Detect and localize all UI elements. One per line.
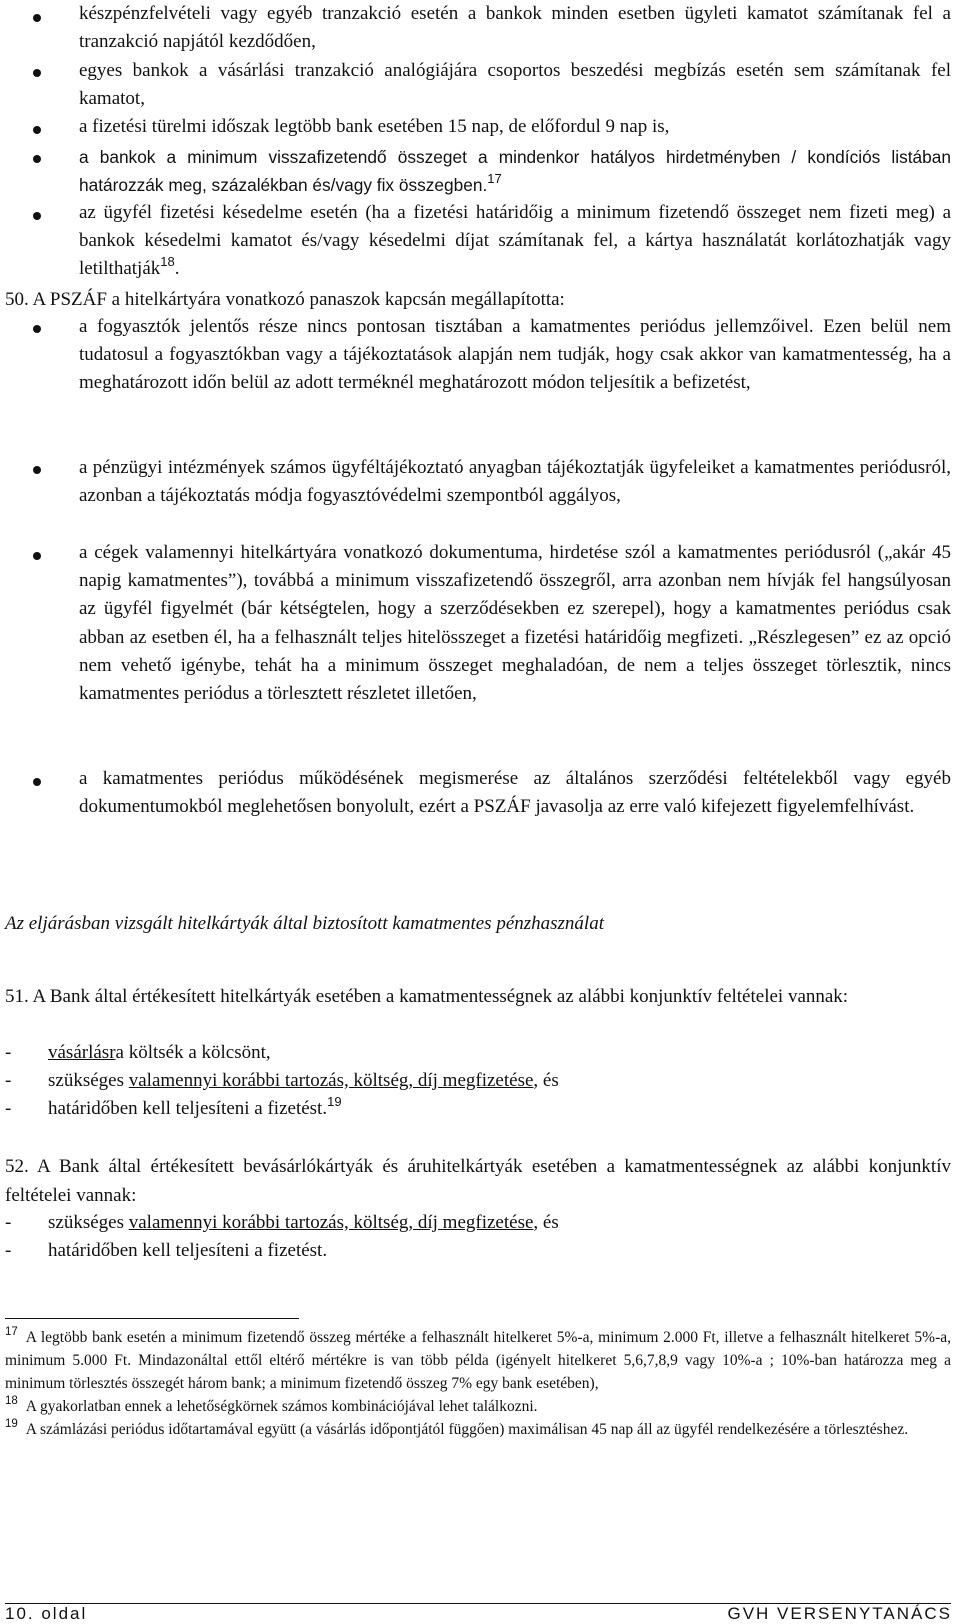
footnote-divider: [5, 1318, 299, 1319]
list-item: a fogyasztók jelentős része nincs pontosan tisztában a kamatmentes periódus jellemzőivel. Ezen belül nem tudatosul a fogyasztókban vagy a tájékoztatások alapján nem tudják, hogy csak akkor van kamatmentesség, ha a meghatározott időn belül az adott terméknél meghatározott módon teljesítik a befizetést,: [79, 316, 951, 394]
bullet-icon: [33, 14, 41, 22]
list-item: - szükséges valamennyi korábbi tartozás, költség, díj megfizetése, és: [5, 1070, 559, 1091]
bullet-icon: [33, 69, 41, 77]
bullet-icon: [33, 778, 41, 786]
footnote-ref[interactable]: 18: [160, 254, 175, 270]
section-heading: Az eljárásban vizsgált hitelkártyák által biztosított kamatmentes pénzhasználat: [5, 913, 604, 934]
list-item: az ügyfél fizetési késedelme esetén (ha a fizetési határidőig a minimum fizetendő összeget nem fizeti meg) a bankok késedelmi kamatot és/vagy késedelmi díjat számítanak fel, a kártya használatát korlátozhatják vagy letilthatják$^{18}$.: [79, 202, 951, 280]
list-item: - határidőben kell teljesíteni a fizetést.: [5, 1240, 328, 1261]
paragraph-52: 52. A Bank által értékesített bevásárlókártyák és áruhitelkártyák esetében a kamatmentességnek az alábbi konjunktív feltételei vannak:: [5, 1156, 951, 1206]
list-item: egyes bankok a vásárlási tranzakció analógiájára csoportos beszedési megbízás esetén sem számítanak fel kamatot,: [79, 60, 951, 110]
bullet-icon: [33, 466, 41, 474]
bullet-icon: [33, 212, 41, 220]
page-number: 10. oldal: [5, 1604, 88, 1623]
paragraph-51: 51. A Bank által értékesített hitelkártyák esetében a kamatmentességnek az alábbi konjunktív feltételei vannak:: [5, 986, 849, 1007]
bullet-icon: [33, 552, 41, 560]
footer-organization: GVH VERSENYTANÁCS: [727, 1604, 952, 1623]
list-item: - szükséges valamennyi korábbi tartozás, költség, díj megfizetése, és: [5, 1212, 559, 1233]
list-item: készpénzfelvételi vagy egyéb tranzakció esetén a bankok minden esetben ügyleti kamatot számítanak fel a tranzakció napjától kezdődően,: [79, 3, 951, 53]
footnote-ref[interactable]: 17: [487, 171, 502, 187]
list-item: - határidőben kell teljesíteni a fizetést.$^{19}$: [5, 1094, 342, 1119]
bullet-icon: [33, 126, 41, 134]
list-item: a kamatmentes periódus működésének megismerése az általános szerződési feltételekből vagy egyéb dokumentumokból meglehetősen bonyolult, ezért a PSZÁF javasolja az erre való kifejezett figyelemfelhívást.: [79, 768, 951, 818]
list-item: a pénzügyi intézmények számos ügyféltájékoztató anyagban tájékoztatják ügyfeleiket a kamatmentes periódusról, azonban a tájékoztatás módja fogyasztóvédelmi szempontból aggályos,: [79, 457, 951, 507]
bullet-icon: [33, 325, 41, 333]
footnotes: [5, 1326, 951, 1441]
footnote-18: $^{18}$ A gyakorlatban ennek a lehetőségkörnek számos kombinációjával lehet találkozni.: [5, 1395, 538, 1415]
footnote-19: $^{19}$ A számlázási periódus időtartamával együtt (a vásárlás időpontjától függően) maximálisan 45 nap áll az ügyfél rendelkezésére a törlesztéshez.: [5, 1418, 909, 1438]
bullet-icon: [33, 155, 41, 163]
list-item: a bankok a minimum visszafizetendő összeget a mindenkor hatályos hirdetményben / kondíciós listában határozzák meg, százalékban és/vagy fix összegben.$^{17}$: [79, 147, 951, 196]
footnote-17: $^{17}$ A legtöbb bank esetén a minimum fizetendő összeg mértéke a felhasznált hitelkeret 5%-a, minimum 2.000 Ft, illetve a felhasznált hitelkeret 5%-a, minimum 5.000 Ft. Mindazonáltal ettől eltérő mértékre is van több példa (igényelt hitelkeret 5,6,7,8,9 vagy 10%-a ; 10%-ban határozza meg a minimum törlesztés összegét három bank; a minimum fizetendő összeg 7% egy bank esetében),: [5, 1326, 951, 1392]
footnote-ref[interactable]: 19: [327, 1094, 342, 1109]
list-item: - vásárlásra költsék a kölcsönt,: [5, 1042, 271, 1063]
list-item: a cégek valamennyi hitelkártyára vonatkozó dokumentuma, hirdetése szól a kamatmentes periódusról („akár 45 napig kamatmentes”), továbbá a minimum visszafizetendő összegről, arra azonban nem hívják fel hangsúlyosan az ügyfél figyelmét (bár kétségtelen, hogy a szerződésekben ez szerepel), hogy a kamatmentes periódus csak abban az esetben él, ha a felhasznált teljes hitelösszeget a fizetési határidőig megfizeti. „Részlegesen” ez az opció nem vehető igénybe, tehát ha a minimum összeget meghaladóan, de nem a teljes összeget törlesztik, nincs kamatmentes periódus a törlesztett részletet illetően,: [79, 542, 951, 705]
paragraph-50: 50. A PSZÁF a hitelkártyára vonatkozó panaszok kapcsán megállapította:: [5, 289, 565, 310]
list-item: a fizetési türelmi időszak legtöbb bank esetében 15 nap, de előfordul 9 nap is,: [79, 116, 670, 137]
